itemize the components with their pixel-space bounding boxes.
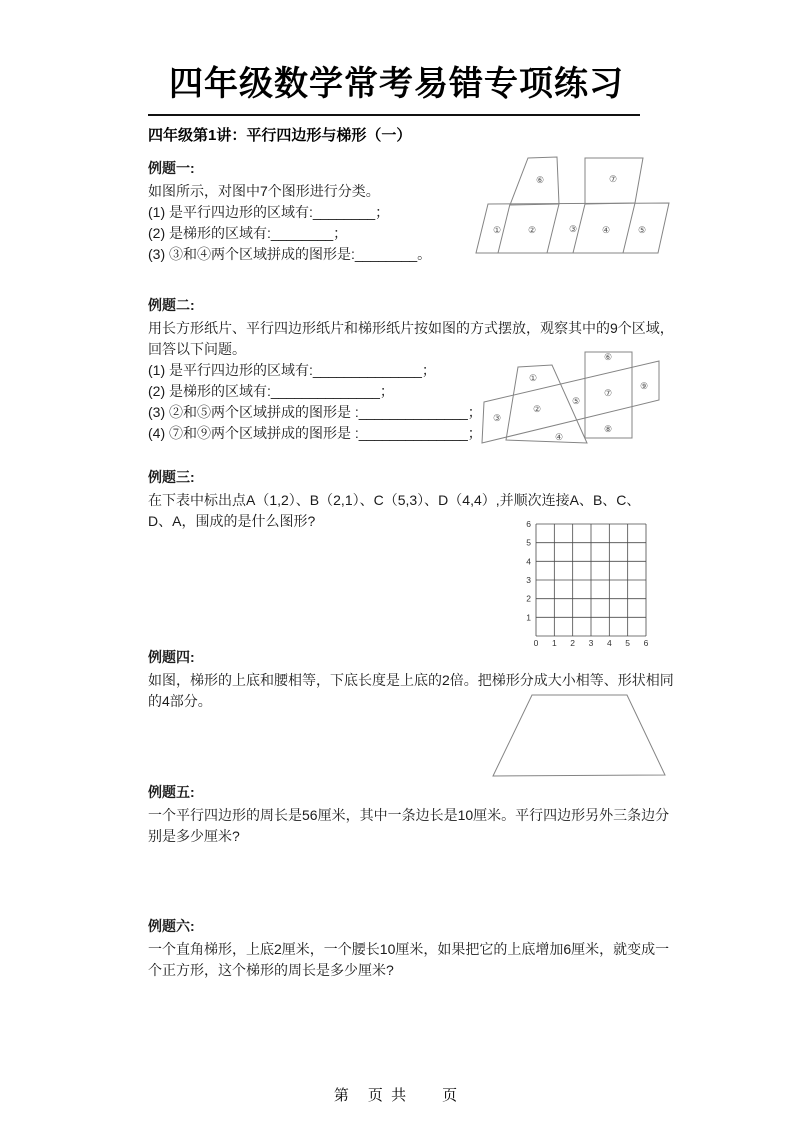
- example-2-label: 例题二:: [148, 297, 195, 313]
- example-2-line: 用长方形纸片、平行四边形纸片和梯形纸片按如图的方式摆放，观察其中的9个区域，: [148, 320, 674, 336]
- page-title: 四年级数学常考易错专项练习: [169, 65, 624, 103]
- figure-trapezoid: [488, 690, 673, 782]
- figure-nine-regions: [480, 340, 672, 455]
- title-divider: [148, 114, 640, 116]
- example-6: [148, 916, 669, 981]
- region-label: ①: [492, 225, 502, 235]
- example-1-line: 如图所示，对图中7个图形进行分类。: [148, 183, 380, 199]
- example-6-label: 例题六:: [148, 918, 195, 934]
- region-label: ⑦: [603, 388, 613, 398]
- trapezoid-shape: [493, 695, 665, 776]
- figure-seven-shapes: [470, 145, 680, 260]
- region-label: ⑨: [639, 381, 649, 391]
- example-4-label: 例题四:: [148, 649, 195, 665]
- example-3-line: 在下表中标出点A（1,2）、B（2,1）、C（5,3）、D（4,4）,并顺次连接A、B、C、: [148, 492, 641, 508]
- example-4-line: 的4部分。: [148, 693, 212, 709]
- example-1-line: (3) ③和④两个区域拼成的图形是:________。: [148, 246, 432, 262]
- example-1-line: (1) 是平行四边形的区域有:________；: [148, 204, 390, 220]
- region-label: ⑦: [608, 174, 618, 184]
- example-5: [148, 782, 669, 847]
- region-label: ⑤: [571, 396, 581, 406]
- example-6-line: 个正方形，这个梯形的周长是多少厘米?: [148, 962, 394, 978]
- x-axis-tick: 5: [625, 638, 631, 648]
- region-label: ②: [532, 404, 542, 414]
- x-axis-tick: 0: [533, 638, 539, 648]
- x-axis-tick: 6: [643, 638, 649, 648]
- example-2-line: (4) ⑦和⑨两个区域拼成的图形是 :______________；: [148, 425, 482, 441]
- example-2-line: (1) 是平行四边形的区域有:______________；: [148, 362, 436, 378]
- x-axis-tick: 2: [570, 638, 576, 648]
- example-5-line: 别是多少厘米?: [148, 828, 240, 844]
- divider-line: [623, 203, 635, 253]
- example-4-line: 如图，梯形的上底和腰相等，下底长度是上底的2倍。把梯形分成大小相等、形状相同: [148, 672, 674, 688]
- y-axis-tick: 2: [526, 593, 531, 604]
- region-label: ⑧: [603, 424, 613, 434]
- y-axis-tick: 6: [526, 519, 531, 529]
- region-label: ⑤: [637, 225, 647, 235]
- x-axis-tick: 3: [588, 638, 594, 648]
- region-label: ①: [528, 373, 538, 383]
- y-axis-tick: 5: [526, 537, 531, 548]
- region-label: ③: [492, 413, 502, 423]
- example-1: [148, 158, 431, 265]
- example-5-line: 一个平行四边形的周长是56厘米，其中一条边长是10厘米。平行四边形另外三条边分: [148, 807, 670, 823]
- section-heading: 四年级第1讲：平行四边形与梯形（一）: [148, 127, 412, 144]
- divider-line: [547, 204, 559, 253]
- region-label: ⑥: [535, 175, 545, 185]
- example-5-label: 例题五:: [148, 784, 195, 800]
- example-1-line: (2) 是梯形的区域有:________；: [148, 225, 348, 241]
- region-label: ②: [527, 225, 537, 235]
- example-2-line: (3) ②和⑤两个区域拼成的图形是 :______________；: [148, 404, 482, 420]
- y-axis-tick: 4: [526, 556, 531, 567]
- region-label: ④: [601, 225, 611, 235]
- x-axis-tick: 4: [606, 638, 612, 648]
- y-axis-tick: 1: [526, 612, 531, 623]
- figure-coordinate-grid: [515, 516, 655, 648]
- example-2-line: (2) 是梯形的区域有:______________；: [148, 383, 394, 399]
- x-axis-tick: 1: [551, 638, 557, 648]
- example-3-label: 例题三:: [148, 469, 195, 485]
- example-1-label: 例题一:: [148, 160, 195, 176]
- page-footer: 第 页 共 页: [333, 1087, 460, 1104]
- example-3-line: D、A，围成的是什么图形?: [148, 513, 316, 529]
- example-2-line: 回答以下问题。: [148, 341, 246, 357]
- region-label: ③: [568, 224, 578, 234]
- example-6-line: 一个直角梯形，上底2厘米，一个腰长10厘米，如果把它的上底增加6厘米，就变成一: [148, 941, 670, 957]
- region-label: ⑥: [603, 352, 613, 362]
- shape-6-quad: [510, 157, 559, 205]
- region-label: ④: [554, 432, 564, 442]
- y-axis-tick: 3: [526, 575, 531, 585]
